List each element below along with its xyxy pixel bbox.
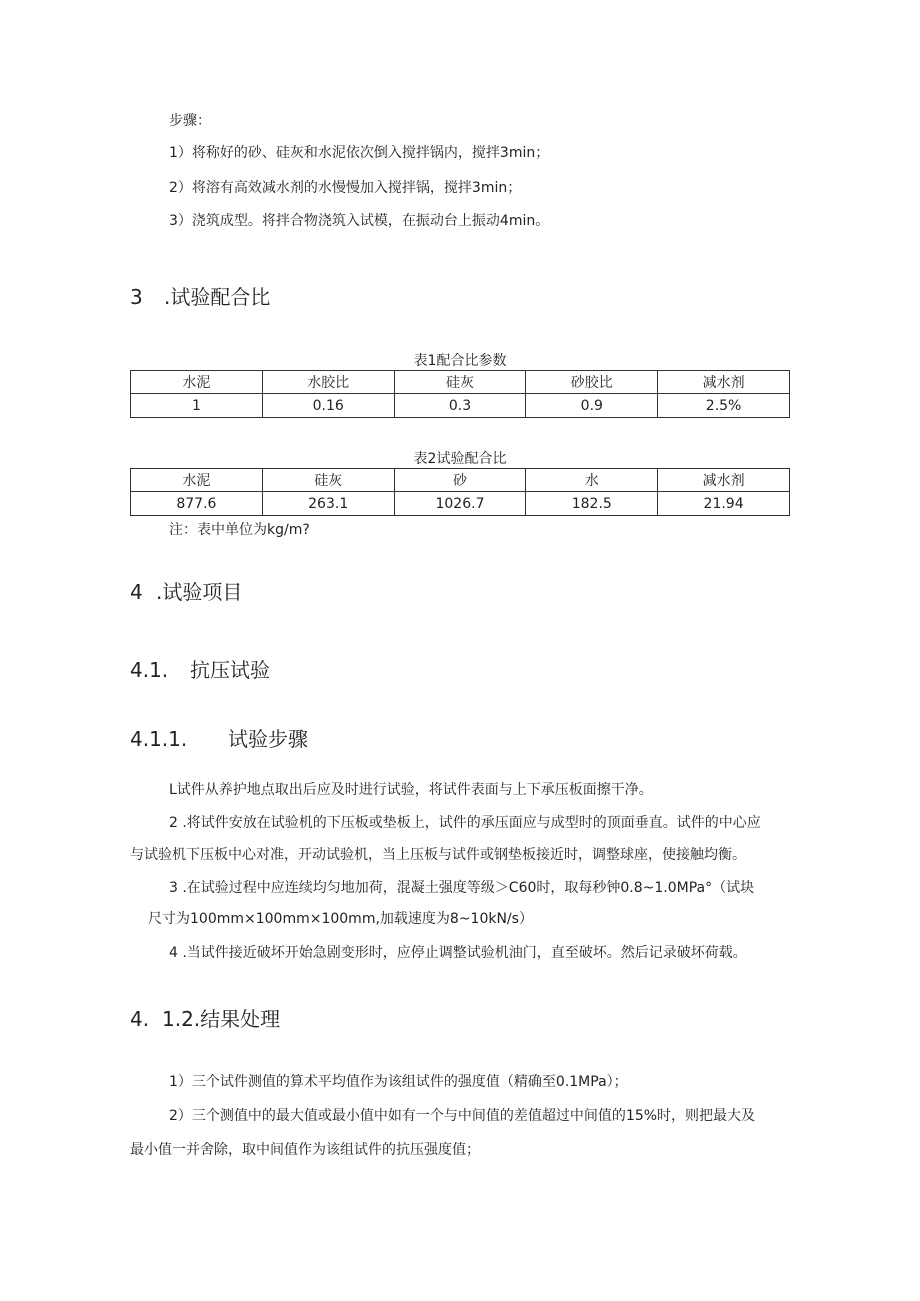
table-2-caption: 表2试验配合比: [413, 451, 507, 467]
table-2-value-cell: 1026.7: [394, 492, 526, 516]
table-1-value-row: [131, 394, 790, 418]
steps-heading: 步骤：: [169, 113, 211, 129]
table-1-header-cell: 砂胶比: [526, 371, 658, 394]
table-1-value-cell: 1: [131, 394, 263, 418]
section-4-1-1-heading: [130, 726, 308, 752]
result-item-1: 1）三个试件测值的算术平均值作为该组试件的强度值（精确至0.1MPa）；: [169, 1074, 628, 1090]
section-3-number: 3: [130, 285, 143, 309]
table-1-header-cell: 硅灰: [394, 371, 526, 394]
table-2-header-cell: 砂: [394, 469, 526, 492]
table-2-value-cell: 263.1: [262, 492, 394, 516]
result-item-2-line-2: 最小值一并舍除，取中间值作为该组试件的抗压强度值；: [130, 1142, 480, 1158]
procedure-paragraph-4: 4 .当试件接近破坏开始急剧变形时，应停止调整试验机油门，直至破坏。然后记录破坏荷载。: [169, 945, 747, 961]
section-4-1-title: 抗压试验: [190, 658, 270, 682]
table-2-value-cell: 182.5: [526, 492, 658, 516]
table-2-value-cell: 877.6: [131, 492, 263, 516]
procedure-paragraph-1: L试件从养护地点取出后应及时进行试验，将试件表面与上下承压板面擦干净。: [169, 782, 653, 798]
section-4-1-2-title: 1.2.结果处理: [162, 1007, 281, 1031]
procedure-paragraph-3-line-1: 3 .在试验过程中应连续均匀地加荷，混凝土强度等级＞C60时，取每秒钟0.8~1.0MPa°（试块: [169, 880, 755, 896]
section-4-1-2-heading: [130, 1006, 280, 1032]
section-4-1-1-number: 4.1.1.: [130, 727, 188, 751]
section-4-title: .试验项目: [156, 580, 243, 604]
table-2-note: 注：表中单位为kg∕m?: [169, 522, 310, 538]
step-item-3: 3）浇筑成型。将拌合物浇筑入试模，在振动台上振动4min。: [169, 213, 550, 229]
table-2-value-row: [131, 492, 790, 516]
procedure-paragraph-2-line-2: 与试验机下压板中心对准，开动试验机，当上压板与试件或钢垫板接近时，调整球座，使接触均衡。: [130, 847, 746, 863]
step-item-2: 2）将溶有高效减水剂的水慢慢加入搅拌锅，搅拌3min；: [169, 180, 522, 196]
table-2-header-cell: 水: [526, 469, 658, 492]
table-1-header-row: [131, 371, 790, 394]
table-1-value-cell: 0.16: [262, 394, 394, 418]
section-3-title: .试验配合比: [164, 285, 271, 309]
section-4-heading: [130, 579, 242, 605]
section-4-1-number: 4.1.: [130, 658, 169, 682]
table-1-caption: 表1配合比参数: [413, 353, 507, 369]
table-2-value-cell: 21.94: [658, 492, 790, 516]
table-1-header-cell: 减水剂: [658, 371, 790, 394]
result-item-2-line-1: 2）三个测值中的最大值或最小值中如有一个与中间值的差值超过中间值的15%时，则把最大及: [169, 1108, 756, 1124]
table-1-header-cell: 水胶比: [262, 371, 394, 394]
table-2-header-cell: 水泥: [131, 469, 263, 492]
step-item-1: 1）将称好的砂、硅灰和水泥依次倒入搅拌锅内，搅拌3min；: [169, 145, 550, 161]
table-1-header-cell: 水泥: [131, 371, 263, 394]
section-4-1-heading: [130, 657, 270, 683]
table-1-value-cell: 2.5%: [658, 394, 790, 418]
table-1-value-cell: 0.3: [394, 394, 526, 418]
section-3-heading: [130, 284, 270, 310]
table-2-header-cell: 减水剂: [658, 469, 790, 492]
table-1-value-cell: 0.9: [526, 394, 658, 418]
procedure-paragraph-2-line-1: 2 .将试件安放在试验机的下压板或垫板上，试件的承压面应与成型时的顶面垂直。试件的中心应: [169, 815, 761, 831]
table-2-header-row: [131, 469, 790, 492]
section-4-1-1-title: 试验步骤: [228, 727, 308, 751]
table-1: [130, 370, 790, 418]
procedure-paragraph-3-line-2: 尺寸为100mm×100mm×100mm,加载速度为8~10kN∕s）: [148, 911, 533, 927]
section-4-1-2-number: 4.: [130, 1007, 150, 1031]
table-2: [130, 468, 790, 516]
section-4-number: 4: [130, 580, 143, 604]
table-2-header-cell: 硅灰: [262, 469, 394, 492]
